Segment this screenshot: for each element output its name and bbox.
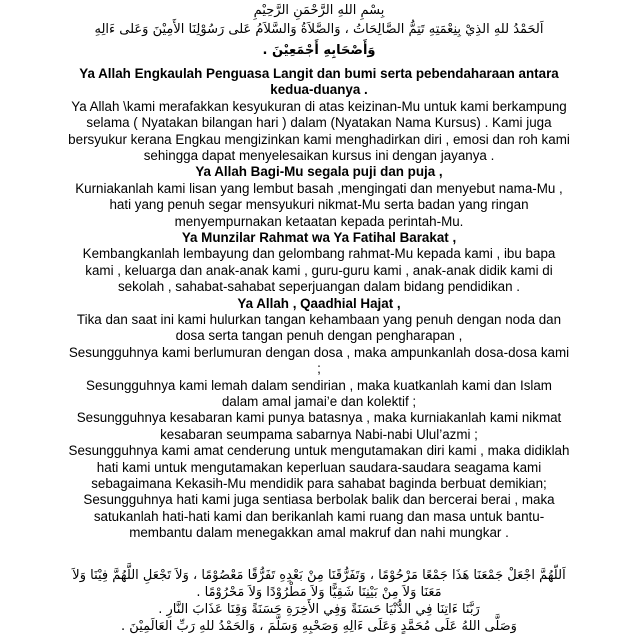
- body-text-line: hati kami untuk mengutamakan keperluan saudara-saudara seagama kami: [96, 459, 542, 475]
- body-text-line: Kembangkanlah lembayung dan gelombang rahmat-Mu kepada kami , ibu bapa: [82, 246, 556, 262]
- arabic-closing-line-2: مَعَنَا وَلاَ مِنْ بَيْنِنَا شَقِيًّا وَلاَ مَطْرُوْدًا وَلاَ مَحْرُوْمًا .: [196, 585, 442, 600]
- body-text-line: hati yang penuh segar mensyukuri nikmat-Mu serta badan yang ringan: [109, 197, 529, 213]
- body-text-line: Tika dan saat ini kami hulurkan tangan kehambaan yang penuh dengan noda dan: [76, 312, 562, 327]
- body-text-line: selama ( Nyatakan bilangan hari ) dalam (Nyatakan Nama Kursus) . Kami juga: [86, 115, 552, 131]
- body-text-line: kami , keluarga dan anak-anak kami , guru-guru kami , anak-anak didik kami di: [85, 262, 553, 278]
- body-text-line: ;: [317, 361, 321, 377]
- arabic-closing-line-1: اَللّهُمَّ اجْعَلْ جَمْعَنَا هَذَا جَمْعًا مَرْحُوْمًا ، وَتَفَرُّقَنَا مِنْ بَعْدِهِ تَفَرُّقًا مَعْصُوْمًا ، وَلاَ تَجْعَلِ اللَّهُمَّ فِيْنَا وَلاَ: [72, 568, 566, 583]
- section-heading: Ya Allah Engkaulah Penguasa Langit dan bumi serta pebendaharaan antara: [79, 66, 559, 81]
- body-text-line: membantu dalam menegakkan amal makruf dan nahi mungkar .: [129, 525, 509, 541]
- body-text-line: Sesungguhnya kami lemah dalam sendirian , maka kuatkanlah kami dan Islam: [86, 377, 552, 393]
- body-text-line: Kurniakanlah kami lisan yang lembut basah ,mengingati dan menyebut nama-Mu ,: [75, 180, 563, 196]
- arabic-closing-line-4: وَصَلَّى اللهُ عَلَى مُحَمَّدٍ وَعَلَى ءَالِهِ وَصَحْبِهِ وَسَلَّمَ ، وَالحَمْدُ للهِ رَبِّ العَالَمِيْنَ .: [121, 619, 517, 634]
- body-text-line: Sesungguhnya kami amat cenderung untuk mengutamakan diri kami , maka didiklah: [68, 443, 570, 459]
- section-heading: kedua-duanya .: [270, 82, 368, 98]
- arabic-hamdalah: اَلحَمْدُ للهِ الذِيْ بِنِعْمَتِهِ تَتِمُّ الصَّالِحَاتُ ، وَالصَّلاَةُ وَالسَّلاَمُ عَلى رَسُوْلِنَا الأَمِيْنَ وَعَلى ءَالِهِ: [94, 22, 544, 37]
- body-text-line: Sesungguhnya kami berlumuran dengan dosa , maka ampunkanlah dosa-dosa kami: [68, 344, 570, 360]
- body-text-line: dalam amal jamai’e dan kolektif ;: [221, 394, 417, 409]
- body-text-line: Ya Allah \kami merafakkan kesyukuran di atas keizinan-Mu untuk kami berkampung: [71, 98, 567, 114]
- body-text-line: Sesungguhnya hati kami juga sentiasa berbolak balik dan bercerai berai , maka: [83, 492, 555, 508]
- arabic-closing-line-3: رَبَّنَا ءَاتِنَا فِي الدُّنْيَا حَسَنَةً وَفِي الأَخِرَةِ حَسَنَةً وَقِنَا عَذَابَ النَّارِ .: [158, 602, 480, 617]
- section-heading: Ya Allah , Qaadhial Hajat ,: [237, 295, 401, 311]
- body-text-line: Sesungguhnya kesabaran kami punya batasnya , maka kurniakanlah kami nikmat: [76, 410, 562, 426]
- section-heading: Ya Munzilar Rahmat wa Ya Fatihal Barakat ,: [181, 230, 457, 245]
- body-text-line: bersyukur kerana Engkau mengizinkan kami menghadirkan diri , emosi dan roh kami: [68, 131, 570, 147]
- body-text-line: kesabaran seumpama sabarnya Nabi-nabi Ulul’azmi ;: [160, 426, 478, 442]
- body-text-line: sekolah , sahabat-sahabat seperjuangan dalam bidang pendidikan .: [117, 279, 520, 295]
- arabic-bismillah: بِسْمِ اللهِ الرَّحْمَنِ الرَّحِيْمِ: [253, 3, 385, 18]
- section-heading: Ya Allah Bagi-Mu segala puji dan puja ,: [195, 164, 443, 180]
- body-text-line: satukanlah hati-hati kami dan berikanlah kami ruang dan masa untuk bantu-: [93, 508, 545, 524]
- arabic-ashab: وَأَصْحَابِهِ أَجْمَعِيْنَ .: [262, 43, 376, 58]
- body-text-line: dosa serta tangan penuh dengan pengharapan ,: [175, 328, 463, 344]
- body-text-line: menyempurnakan ketaatan kepada perintah-Mu.: [174, 213, 464, 229]
- body-text-line: sehingga dapat menyelesaikan kursus ini dengan jayanya .: [143, 148, 495, 163]
- body-text-line: sebagaimana Kekasih-Mu mendidik para sahabat baginda berbuat demikian;: [91, 476, 547, 491]
